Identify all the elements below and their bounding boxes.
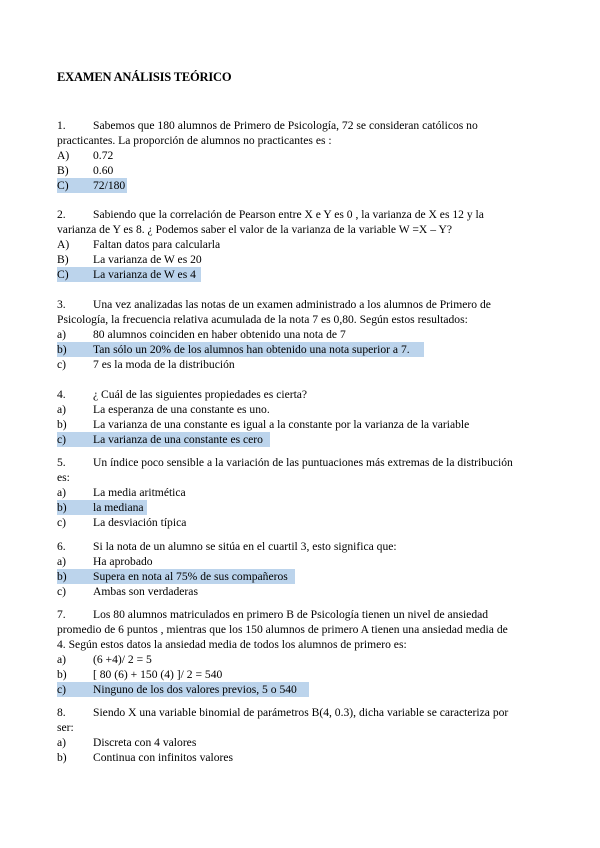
question-number: 7. [57, 608, 66, 621]
answer-option [57, 402, 517, 417]
question-text: Los 80 alumnos matriculados en primero B de Psicología tienen un nivel de ansiedad promedio de 6 puntos , mientras que los 150 alumnos de primero A tienen una ansiedad media de 4. Según estos datos la ansiedad media de todos los alumnos de primero es: [57, 608, 508, 651]
answer-option [57, 163, 517, 178]
question-stem [57, 705, 517, 735]
answer-option [57, 735, 517, 750]
option-text: Ha aprobado [93, 555, 153, 568]
option-text: 72/180 [93, 179, 126, 192]
question-stem [57, 207, 517, 237]
question-stem [57, 539, 517, 554]
option-letter: a) [57, 653, 67, 666]
question-7 [57, 607, 517, 697]
question-text: Si la nota de un alumno se sitúa en el cuartil 3, esto significa que: [93, 540, 397, 553]
answer-option [57, 500, 147, 515]
option-text: Ambas son verdaderas [93, 585, 198, 598]
answer-option [57, 432, 270, 447]
option-letter: c) [57, 433, 67, 446]
question-2 [57, 207, 517, 282]
option-letter: A) [57, 149, 70, 162]
option-text: La varianza de una constante es cero [93, 433, 263, 446]
question-stem [57, 455, 517, 485]
option-text: La varianza de una constante es igual a la constante por la varianza de la variable [93, 418, 470, 431]
option-text: (6 +4)/ 2 = 5 [93, 653, 152, 666]
question-text: Siendo X una variable binomial de parámetros B(4, 0.3), dicha variable se caracteriza por ser: [57, 706, 509, 734]
question-stem [57, 297, 517, 327]
question-number: 8. [57, 706, 66, 719]
option-text: 7 es la moda de la distribución [93, 358, 235, 371]
answer-option [57, 750, 517, 765]
question-5 [57, 455, 517, 530]
option-text: 80 alumnos coinciden en haber obtenido una nota de 7 [93, 328, 346, 341]
answer-option [57, 667, 517, 682]
question-stem [57, 387, 517, 402]
option-letter: C) [57, 268, 69, 281]
question-8 [57, 705, 517, 765]
option-text: [ 80 (6) + 150 (4) ]/ 2 = 540 [93, 668, 223, 681]
question-number: 1. [57, 119, 66, 132]
answer-option [57, 357, 517, 372]
answer-option [57, 148, 517, 163]
option-letter: b) [57, 418, 67, 431]
option-letter: c) [57, 516, 67, 529]
option-text: Supera en nota al 75% de sus compañeros [93, 570, 288, 583]
option-letter: c) [57, 683, 67, 696]
answer-option [57, 515, 517, 530]
option-letter: a) [57, 486, 67, 499]
question-number: 2. [57, 208, 66, 221]
option-letter: b) [57, 501, 67, 514]
question-number: 6. [57, 540, 66, 553]
option-letter: a) [57, 736, 67, 749]
question-number: 4. [57, 388, 66, 401]
answer-option [57, 485, 517, 500]
option-text: Ninguno de los dos valores previos, 5 o 540 [93, 683, 297, 696]
question-3 [57, 297, 517, 372]
option-text: Faltan datos para calcularla [93, 238, 221, 251]
option-letter: b) [57, 343, 67, 356]
option-letter: b) [57, 751, 67, 764]
answer-option [57, 252, 517, 267]
option-text: La media aritmética [93, 486, 186, 499]
question-1 [57, 118, 517, 193]
answer-option [57, 178, 127, 193]
option-text: 0.72 [93, 149, 114, 162]
answer-option [57, 554, 517, 569]
question-number: 5. [57, 456, 66, 469]
option-text: la mediana [93, 501, 144, 514]
answer-option [57, 267, 201, 282]
option-text: 0.60 [93, 164, 114, 177]
option-text: La esperanza de una constante es uno. [93, 403, 270, 416]
answer-option [57, 682, 309, 697]
question-stem [57, 118, 517, 148]
answer-option [57, 569, 295, 584]
question-text: Sabemos que 180 alumnos de Primero de Psicología, 72 se consideran católicos no practicantes. La proporción de alumnos no practicantes es : [57, 119, 478, 147]
option-text: Discreta con 4 valores [93, 736, 197, 749]
question-text: Sabiendo que la correlación de Pearson entre X e Y es 0 , la varianza de X es 12 y la varianza de Y es 8. ¿ Podemos saber el valor de la varianza de la variable W =X – Y? [57, 208, 484, 236]
option-letter: a) [57, 555, 67, 568]
answer-option [57, 584, 517, 599]
answer-option [57, 417, 517, 432]
question-6 [57, 539, 517, 599]
option-text: Tan sólo un 20% de los alumnos han obtenido una nota superior a 7. [93, 343, 410, 356]
option-letter: B) [57, 253, 69, 266]
question-4 [57, 387, 517, 447]
option-letter: b) [57, 570, 67, 583]
option-letter: c) [57, 585, 67, 598]
option-letter: a) [57, 403, 67, 416]
option-letter: A) [57, 238, 70, 251]
question-text: ¿ Cuál de las siguientes propiedades es cierta? [93, 388, 308, 401]
option-letter: c) [57, 358, 67, 371]
question-stem [57, 607, 517, 652]
option-text: La desviación típica [93, 516, 187, 529]
option-text: Continua con infinitos valores [93, 751, 234, 764]
question-number: 3. [57, 298, 66, 311]
answer-option [57, 652, 517, 667]
answer-option [57, 237, 517, 252]
question-text: Una vez analizadas las notas de un examen administrado a los alumnos de Primero de Psicología, la frecuencia relativa acumulada de la nota 7 es 0,80. Según estos resultados: [57, 298, 491, 326]
option-letter: B) [57, 164, 69, 177]
answer-option [57, 342, 424, 357]
question-text: Un índice poco sensible a la variación de las puntuaciones más extremas de la distribución es: [57, 456, 513, 484]
option-letter: a) [57, 328, 67, 341]
document-title: EXAMEN ANÁLISIS TEÓRICO [57, 70, 232, 84]
option-text: La varianza de W es 4 [93, 268, 196, 281]
answer-option [57, 327, 517, 342]
option-letter: b) [57, 668, 67, 681]
option-text: La varianza de W es 20 [93, 253, 202, 266]
option-letter: C) [57, 179, 69, 192]
